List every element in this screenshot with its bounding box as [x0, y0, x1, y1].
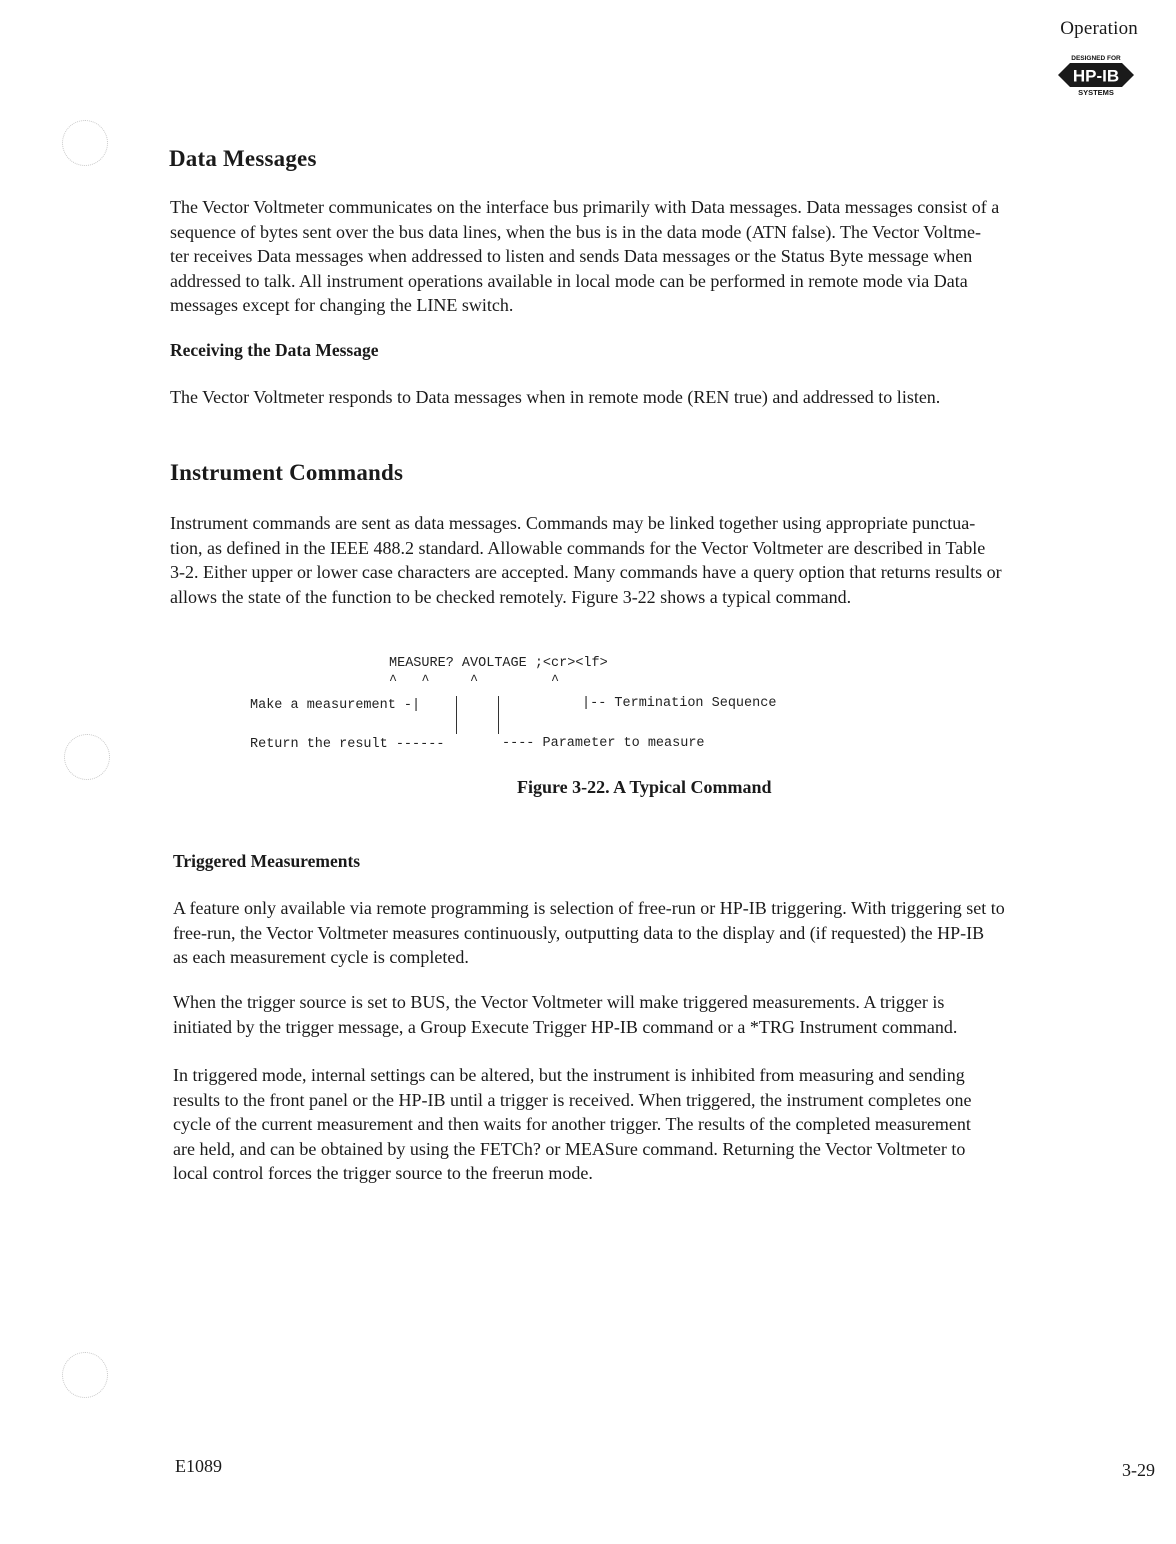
paragraph-line: sequence of bytes sent over the bus data lines, when the bus is in the data mode (ATN false). The Vector Voltme- [170, 221, 981, 242]
triggered-paragraph-3 [173, 1063, 1143, 1186]
header-section-title: Operation [1060, 18, 1138, 39]
paragraph-line: local control forces the trigger source to the freerun mode. [173, 1163, 593, 1183]
triggered-paragraph-1 [173, 896, 1143, 970]
binder-hole-top [62, 120, 108, 166]
paragraph-line: ter receives Data messages when addressed to listen and sends Data messages or the Status Byte message when [170, 246, 973, 266]
paragraph-line: cycle of the current measurement and then waits for another trigger. The results of the completed measurement [173, 1114, 971, 1134]
paragraph-line: A feature only available via remote programming is selection of free-run or HP-IB triggering. With triggering set to [173, 898, 1005, 918]
binder-hole-middle [64, 734, 110, 780]
paragraph-line: as each measurement cycle is completed. [173, 947, 469, 967]
paragraph-line: In triggered mode, internal settings can be altered, but the instrument is inhibited from measuring and sending [173, 1065, 965, 1085]
logo-bottom-text: SYSTEMS [1078, 88, 1114, 97]
instrument-commands-heading: Instrument Commands [170, 460, 404, 485]
binder-hole-bottom [62, 1352, 108, 1398]
paragraph-line: Instrument commands are sent as data messages. Commands may be linked together using appropriate punctua- [170, 513, 976, 533]
figure-caret-line: ^ ^ ^ ^ [389, 674, 560, 689]
receiving-data-message-paragraph: The Vector Voltmeter responds to Data messages when in remote mode (REN true) and addressed to listen. [170, 387, 941, 407]
figure-typical-command [240, 650, 840, 770]
paragraph-line: allows the state of the function to be checked remotely. Figure 3-22 shows a typical command. [170, 586, 852, 607]
figure-label-make-measurement: Make a measurement -| [250, 698, 421, 713]
paragraph-line: initiated by the trigger message, a Group Execute Trigger HP-IB command or a *TRG Instrument command. [173, 1016, 958, 1037]
paragraph-line: tion, as defined in the IEEE 488.2 standard. Allowable commands for the Vector Voltmeter are described in Table [170, 537, 986, 558]
paragraph-line: are held, and can be obtained by using the FETCh? or MEASure command. Returning the Vector Voltmeter to [173, 1138, 966, 1159]
paragraph-line: free-run, the Vector Voltmeter measures continuously, outputting data to the display and (if requested) the HP-IB [173, 922, 985, 943]
triggered-paragraph-2 [173, 990, 1143, 1039]
logo-center-text: HP-IB [1072, 66, 1120, 86]
figure-caption: Figure 3-22. A Typical Command [517, 777, 772, 797]
paragraph-line: 3-2. Either upper or lower case characters are accepted. Many commands have a query option that returns results or [170, 562, 1002, 582]
figure-label-return-result: Return the result ------ [250, 737, 445, 752]
paragraph-line: results to the front panel or the HP-IB until a trigger is received. When triggered, the instrument completes one [173, 1089, 972, 1110]
figure-connector-line [456, 696, 457, 734]
figure-label-termination-sequence: |-- Termination Sequence [582, 696, 777, 711]
paragraph-line: When the trigger source is set to BUS, the Vector Voltmeter will make triggered measurements. A trigger is [173, 992, 945, 1012]
data-messages-paragraph [170, 195, 1145, 318]
footer-document-id: E1089 [175, 1456, 222, 1476]
instrument-commands-paragraph [170, 511, 1145, 609]
logo-top-text: DESIGNED FOR [1071, 55, 1121, 62]
triggered-measurements-heading: Triggered Measurements [173, 851, 361, 871]
paragraph-line: addressed to talk. All instrument operations available in local mode can be performed in remote mode via Data [170, 270, 968, 291]
hp-ib-logo [1052, 52, 1140, 98]
paragraph-line: messages except for changing the LINE switch. [170, 295, 514, 315]
figure-connector-line [498, 696, 499, 734]
receiving-data-message-heading: Receiving the Data Message [170, 340, 379, 360]
paragraph-line: The Vector Voltmeter communicates on the interface bus primarily with Data messages. Data messages consist of a [170, 197, 1000, 217]
figure-label-parameter: ---- Parameter to measure [502, 736, 705, 751]
footer-page-number: 3-29 [1122, 1460, 1155, 1480]
data-messages-heading: Data Messages [169, 146, 317, 171]
figure-command-line: MEASURE? AVOLTAGE ;<cr><lf> [389, 656, 608, 671]
